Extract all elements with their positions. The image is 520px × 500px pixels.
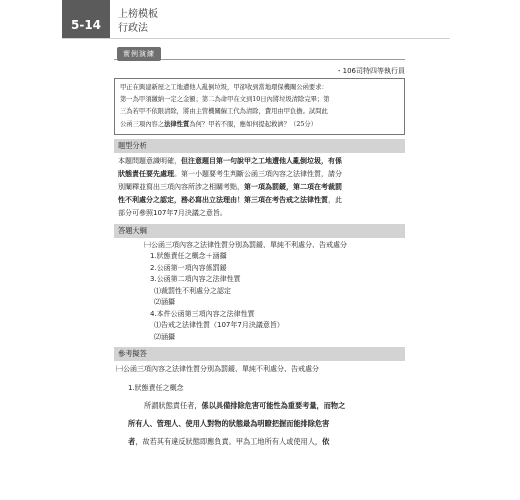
reference-emphasis: 者: [128, 437, 136, 447]
header-divider: [62, 38, 450, 39]
book-subtitle: 行政法: [118, 23, 148, 34]
reference-text: 所謂狀態責任者，: [144, 401, 202, 411]
outline-item: ㈠公函三項內容之法律性質分別為罰鍰、單純不利處分、告戒處分: [144, 240, 347, 249]
outline-item: ⑵涵攝: [154, 332, 175, 341]
page-number-tab: [62, 0, 110, 38]
reference-body: [114, 397, 405, 451]
question-line: 三為若甲不依限清除，將由主管機關僱工代為清除，費用由甲負擔。試問此: [120, 108, 328, 116]
page-content: [114, 47, 405, 451]
outline-item: 4.本件公函第三項內容之法律性質: [150, 309, 255, 318]
outline-item: ⑴告戒之法律性質（107年7月決議意旨）: [154, 321, 284, 330]
question-emphasis: 法律性質: [164, 120, 190, 128]
analysis-emphasis: 性不利處分之認定，務必寫出立法理由！第三項在考告戒之法律性質: [118, 195, 328, 204]
reference-heading: 參考擬答: [114, 347, 405, 361]
reference-answer: [114, 361, 405, 451]
analysis-emphasis: 狀態責任要先處理: [118, 169, 174, 178]
question-line: [120, 119, 399, 131]
practice-header: [114, 47, 405, 60]
analysis-text: 別闡釋並寫出三項內容所涉之相關考點，: [118, 182, 244, 191]
reference-item: 1.狀態責任之概念: [128, 384, 184, 393]
outline-item: 2.公函第一項內容係罰鍰: [150, 263, 227, 272]
reference-emphasis: 依: [322, 437, 330, 447]
question-box: [114, 78, 405, 135]
outline-item: ⑴裁罰性不利處分之認定: [154, 286, 231, 295]
analysis-text: 本題問題意識明確，: [118, 156, 181, 165]
analysis-text: 。第一小題要考生判斷公函三項內容之法律性質，請分: [174, 169, 342, 178]
exam-source: ・106司特四等執行員: [335, 67, 405, 75]
reference-emphasis: 係以具備排除危害可能性為重要考量，而物之: [201, 401, 346, 411]
practice-label: 實例演練: [117, 47, 161, 61]
analysis-paragraph: [114, 153, 405, 220]
answer-outline: [114, 238, 405, 344]
question-text: 公函三項內容之: [120, 120, 165, 128]
outline-heading: 答題大綱: [114, 224, 405, 238]
analysis-emphasis: 第一項為罰鍰，第二項在考裁罰: [244, 182, 342, 191]
analysis-text: 部分可參照107年7月決議之意旨。: [118, 208, 227, 217]
book-title: 上榜模板: [118, 9, 158, 20]
reference-text: ，故若其有違反狀態即應負責。甲為工地所有人或使用人，: [135, 437, 323, 447]
reference-item: ㈠公函三項內容之法律性質分別為罰鍰、單純不利處分、告戒處分: [116, 365, 319, 374]
analysis-heading: 題型分析: [114, 139, 405, 153]
outline-item: 1.狀態責任之概念＋涵攝: [150, 252, 227, 261]
question-text: 為何？甲若不服，應如何提起救濟？（25分）: [189, 120, 317, 128]
outline-item: 3.公函第二項內容之法律性質: [150, 275, 241, 284]
reference-emphasis: 所有人、管理人、使用人對物的狀態最為明瞭把握而能排除危害: [128, 419, 330, 429]
outline-item: ⑵涵攝: [154, 298, 175, 307]
analysis-emphasis: 但注意題目第一句說甲之工地遭他人亂倒垃圾，有係: [181, 156, 342, 165]
analysis-text: ，此: [328, 195, 342, 204]
page-number: 5-14: [70, 18, 102, 32]
question-line: 第一為甲須繳納一定之金額；第二為命甲在文到10日內將垃圾清除完畢；第: [120, 96, 330, 104]
question-line: 甲正在興建新屋之工地遭他人亂倒垃圾，甲卻收到當地環保機關公函要求：: [120, 84, 328, 91]
